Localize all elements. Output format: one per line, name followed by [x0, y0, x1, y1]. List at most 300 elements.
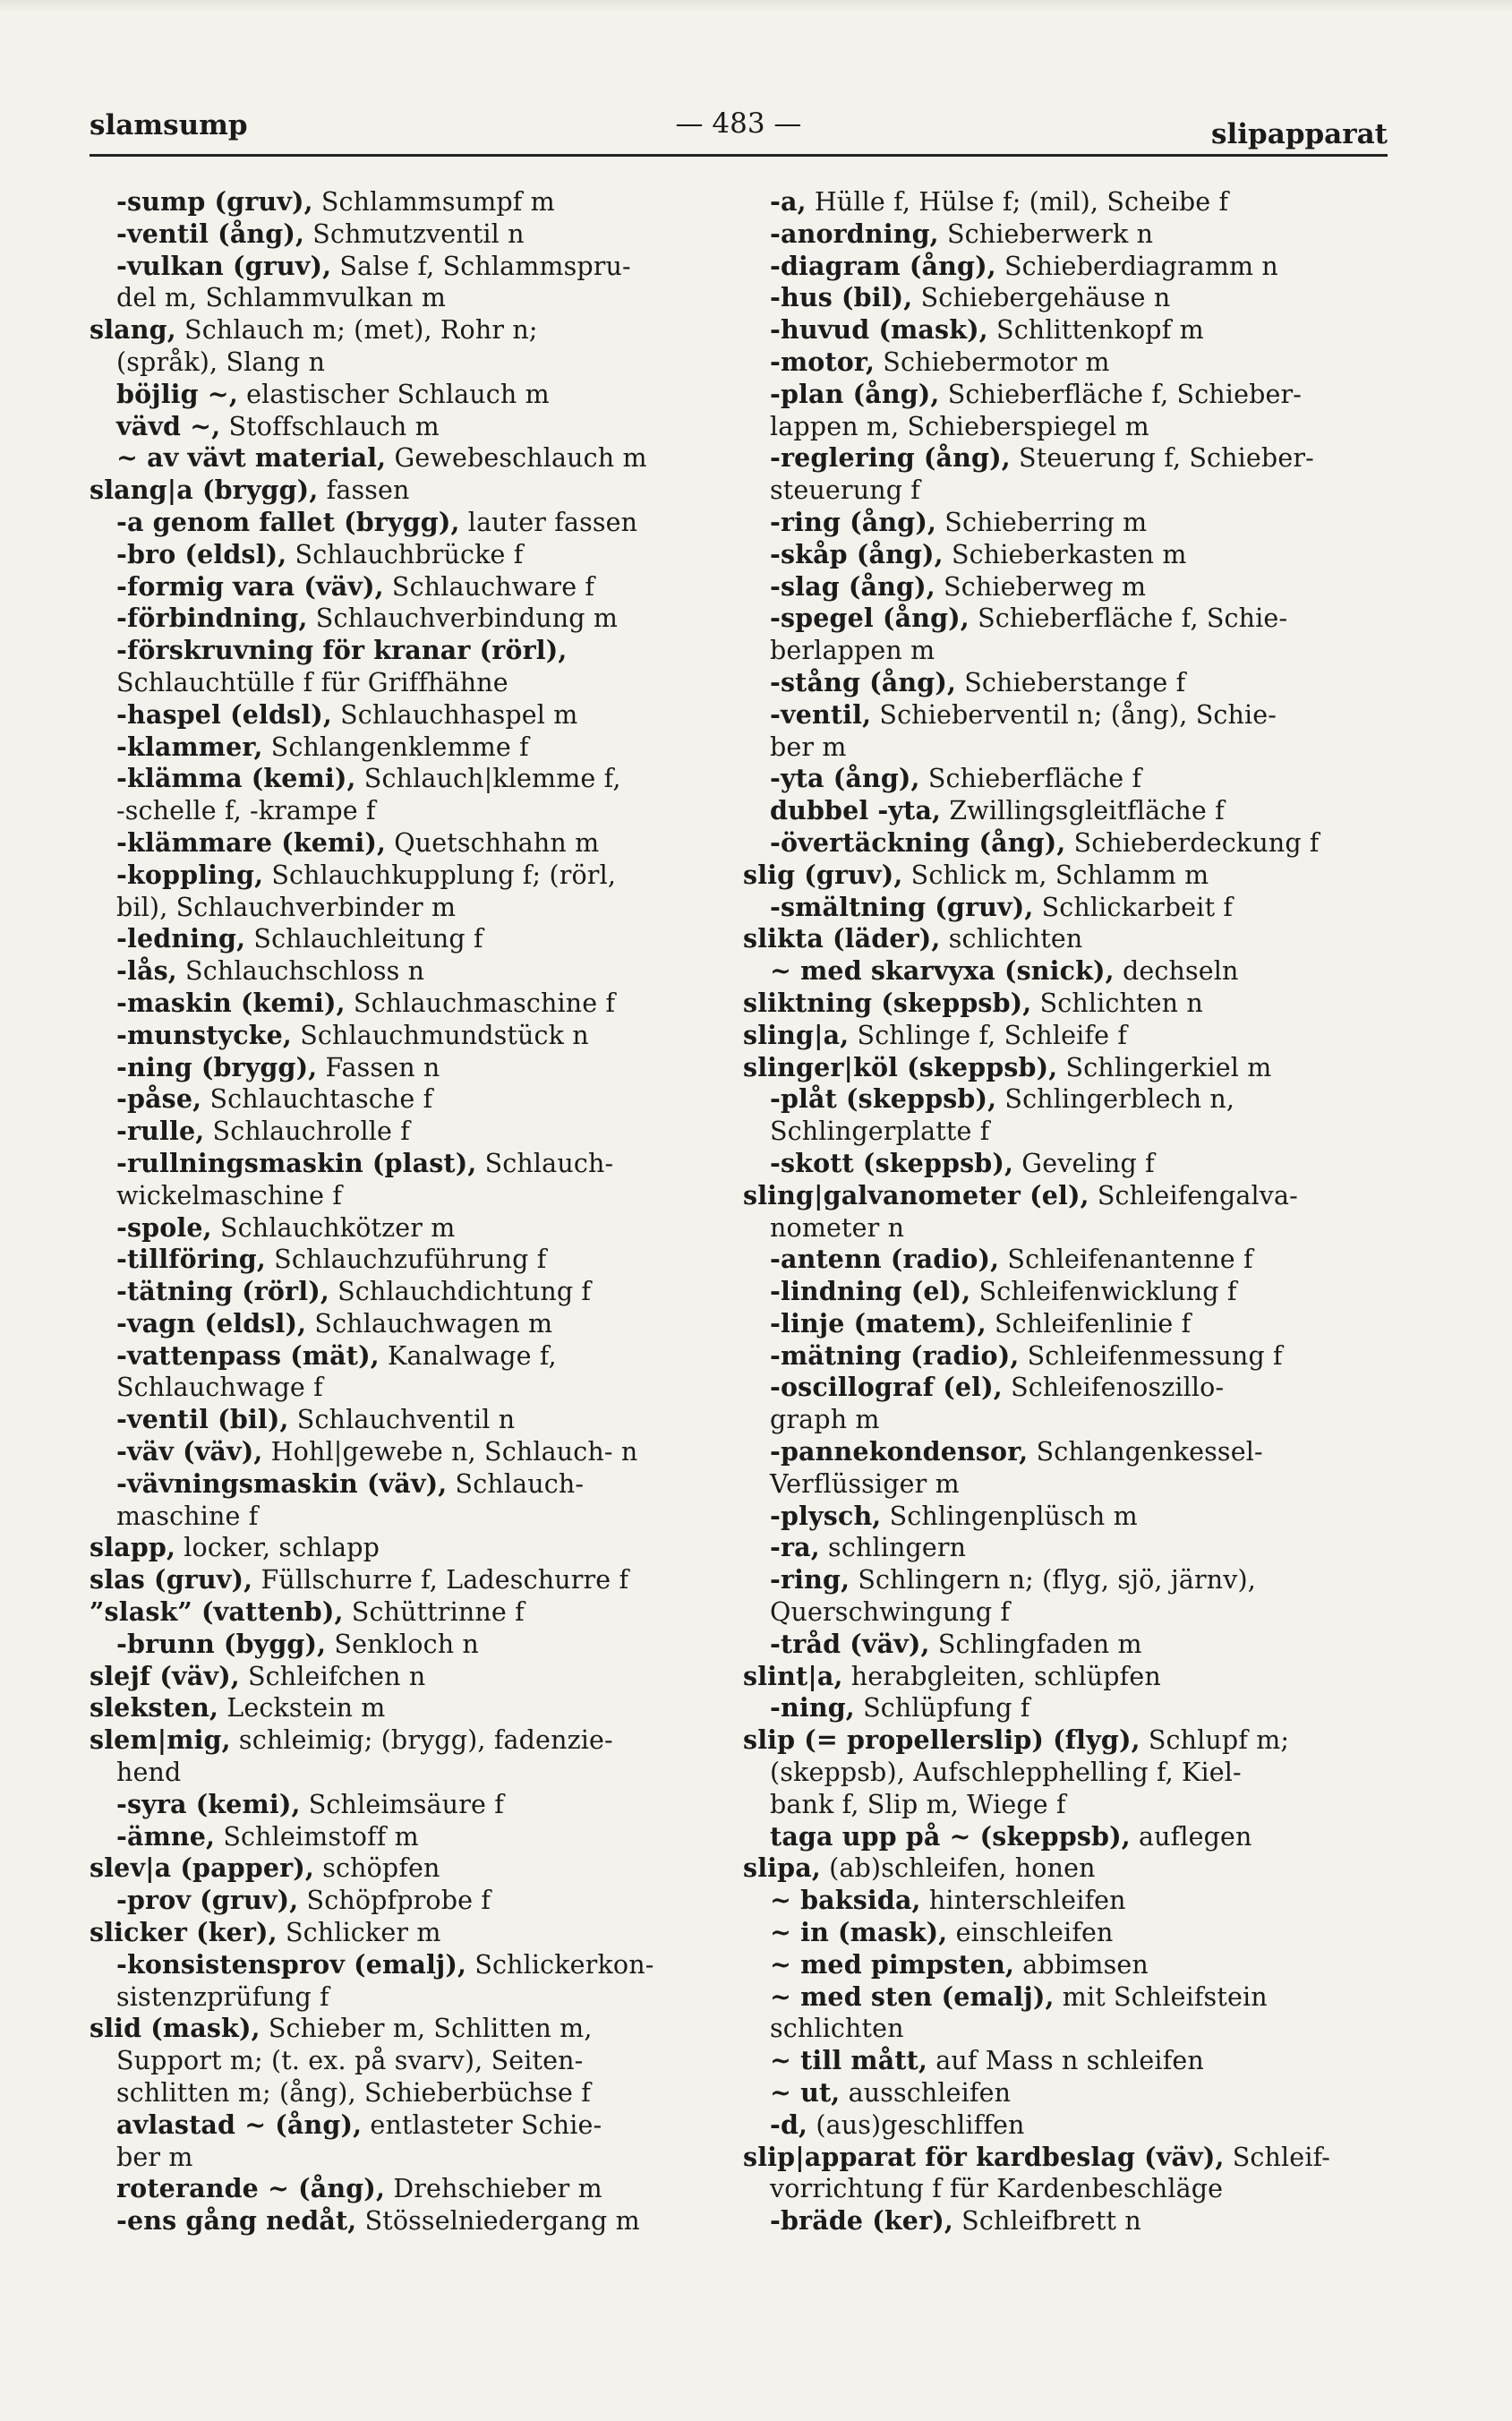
entry-headword: -spole, — [116, 1211, 212, 1243]
entry-headword: -ventil (bil), — [116, 1404, 289, 1435]
entry-translation: Schlauchwage f — [116, 1373, 323, 1403]
entry-headword: -mätning (radio), — [770, 1339, 1020, 1371]
entry-translation: Schlauchtülle f für Griffhähne — [116, 667, 508, 697]
dictionary-entry — [743, 2142, 1370, 2174]
dictionary-entry — [90, 1724, 716, 1757]
entry-translation: Fassen n — [317, 1052, 440, 1082]
entry-headword: slikta (läder), — [743, 923, 941, 954]
entry-translation: Schlauchmaschine f — [345, 988, 616, 1018]
entry-translation: Schiebermotor m — [875, 346, 1110, 377]
entry-translation: Schiebergehäuse n — [912, 283, 1171, 313]
entry-translation: schleimig; (brygg), fadenzie- — [230, 1725, 613, 1756]
entry-headword: -klammer, — [116, 731, 263, 762]
entry-translation: sistenzprüfung f — [116, 1981, 329, 2012]
entry-translation: Füllschurre f, Ladeschurre f — [252, 1565, 629, 1595]
entry-translation: (aus)geschliffen — [807, 2109, 1025, 2140]
dictionary-entry — [743, 1757, 1370, 1789]
entry-translation: elastischer Schlauch m — [237, 379, 550, 409]
entry-translation: Stösselniedergang m — [356, 2206, 640, 2237]
entry-headword: -vävningsmaskin (väv), — [116, 1467, 448, 1499]
dictionary-entry — [743, 1052, 1370, 1084]
entry-translation: wickelmaschine f — [116, 1180, 343, 1210]
entry-translation: Drehschieber m — [385, 2174, 602, 2204]
dictionary-entry — [743, 1180, 1370, 1212]
entry-translation: Support m; (t. ex. på svarv), Seiten- — [116, 2046, 584, 2076]
dictionary-entry — [743, 1821, 1370, 1853]
dictionary-entry — [90, 955, 716, 988]
dictionary-entry — [743, 1340, 1370, 1373]
dictionary-entry — [743, 442, 1370, 475]
dictionary-entry — [90, 1180, 716, 1212]
dictionary-entry — [90, 1340, 716, 1373]
dictionary-entry — [90, 411, 716, 443]
entry-headword: -anordning, — [770, 218, 939, 249]
entry-headword: -ledning, — [116, 923, 246, 954]
entry-headword: -hus (bil), — [770, 282, 913, 313]
entry-headword: -stång (ång), — [770, 666, 957, 697]
entry-translation: Leckstein m — [218, 1693, 386, 1724]
entry-translation: Schlauchrolle f — [204, 1116, 410, 1147]
dictionary-entry — [90, 827, 716, 860]
dictionary-entry — [743, 892, 1370, 924]
entry-headword: -ämne, — [116, 1820, 216, 1852]
entry-translation: Kanalwage f, — [379, 1340, 557, 1371]
entry-headword: -antenn (radio), — [770, 1244, 1000, 1275]
dictionary-entry — [743, 1116, 1370, 1148]
dictionary-entry — [743, 1468, 1370, 1501]
entry-translation: Schieberstange f — [956, 667, 1186, 697]
dictionary-entry — [743, 1917, 1370, 1949]
dictionary-entry — [743, 1532, 1370, 1564]
entry-translation: dechseln — [1114, 956, 1239, 987]
entry-translation: Gewebeschlauch m — [386, 443, 647, 474]
entry-headword: -plysch, — [770, 1500, 882, 1531]
entry-translation: Schleifenmessung f — [1019, 1340, 1283, 1371]
entry-translation: Schleimsäure f — [300, 1789, 504, 1819]
entry-translation: fassen — [318, 475, 410, 506]
dictionary-entry — [743, 411, 1370, 443]
dictionary-entry — [90, 282, 716, 314]
entry-translation: Schleif- — [1224, 2142, 1331, 2172]
dictionary-entry — [90, 186, 716, 218]
dictionary-entry — [743, 2205, 1370, 2237]
dictionary-entry — [743, 2045, 1370, 2077]
entry-translation: Schlauchmundstück n — [292, 1020, 589, 1050]
dictionary-entry — [90, 251, 716, 283]
entry-headword: slang|a (brygg), — [90, 475, 319, 506]
entry-translation: herabgleiten, schlüpfen — [842, 1661, 1161, 1691]
entry-headword: sling|a, — [743, 1019, 850, 1050]
entry-headword: slem|mig, — [90, 1724, 231, 1756]
dictionary-entry — [743, 2077, 1370, 2109]
entry-translation: Schlangenklemme f — [262, 731, 529, 762]
dictionary-entry — [743, 1949, 1370, 1981]
dictionary-entry — [743, 1020, 1370, 1052]
entry-translation: Schieberfläche f, Schie- — [969, 603, 1288, 634]
header-right-guideword: slipapparat — [1211, 118, 1388, 150]
dictionary-entry — [743, 1692, 1370, 1724]
page-number: — 483 — — [675, 107, 802, 140]
entry-translation: Geveling f — [1013, 1148, 1155, 1178]
entry-headword: -konsistensprov (emalj), — [116, 1948, 467, 1980]
entry-translation: Schlauchdichtung f — [329, 1277, 592, 1307]
entry-translation: Schlauch- — [447, 1468, 585, 1499]
entry-translation: Schieberventil n; (ång), Schie- — [871, 699, 1277, 730]
dictionary-entry — [743, 1404, 1370, 1436]
entry-translation: auflegen — [1130, 1821, 1252, 1852]
dictionary-entry — [743, 763, 1370, 795]
entry-translation: Schleifchen n — [239, 1661, 426, 1691]
entry-headword: slas (gruv), — [90, 1564, 253, 1595]
entry-headword: -ning, — [770, 1692, 855, 1724]
entry-translation: Schlangenkessel- — [1028, 1437, 1263, 1467]
entry-headword: ~ av vävt material, — [116, 442, 387, 474]
entry-headword: slig (gruv), — [743, 859, 903, 890]
entry-headword: -koppling, — [116, 859, 264, 890]
dictionary-entry — [90, 1564, 716, 1596]
dictionary-entry — [743, 860, 1370, 892]
entry-translation: schöpfen — [314, 1853, 440, 1884]
entry-translation: Schleifenwicklung f — [970, 1277, 1237, 1307]
entry-headword: -ventil (ång), — [116, 218, 305, 249]
dictionary-entry — [90, 379, 716, 411]
entry-headword: -förbindning, — [116, 603, 308, 634]
dictionary-entry — [90, 218, 716, 251]
entry-headword: -syra (kemi), — [116, 1788, 301, 1819]
dictionary-entry — [90, 1436, 716, 1468]
entry-headword: -påse, — [116, 1083, 202, 1115]
dictionary-entry — [743, 251, 1370, 283]
entry-translation: Schlüpfung f — [854, 1693, 1030, 1724]
dictionary-entry — [90, 763, 716, 795]
entry-headword: -reglering (ång), — [770, 442, 1011, 474]
entry-headword: -ring (ång), — [770, 506, 937, 537]
dictionary-entry — [743, 1852, 1370, 1885]
dictionary-entry — [743, 1596, 1370, 1629]
entry-headword: ~ baksida, — [770, 1885, 921, 1916]
entry-headword: sliktning (skeppsb), — [743, 987, 1032, 1018]
entry-headword: slev|a (papper), — [90, 1852, 315, 1884]
dictionary-entry — [743, 827, 1370, 860]
entry-headword: -tillföring, — [116, 1244, 266, 1275]
entry-headword: -bro (eldsl), — [116, 538, 287, 569]
dictionary-entry — [90, 314, 716, 346]
entry-translation: Hülle f, Hülse f; (mil), Scheibe f — [806, 187, 1229, 217]
dictionary-entry — [743, 1148, 1370, 1180]
entry-translation: Schieberdeckung f — [1065, 827, 1320, 858]
entry-translation: Schlauch m; (met), Rohr n; — [175, 315, 538, 346]
entry-headword: -klämmare (kemi), — [116, 826, 387, 858]
scan-edge — [0, 0, 1512, 13]
dictionary-entry — [90, 1052, 716, 1084]
entry-translation: Stoffschlauch m — [220, 411, 440, 441]
dictionary-entry — [743, 667, 1370, 699]
dictionary-entry — [90, 1083, 716, 1116]
entry-translation: Schöpfprobe f — [298, 1886, 491, 1916]
dictionary-entry — [90, 1501, 716, 1533]
entry-translation: Verflüssiger m — [770, 1468, 960, 1499]
dictionary-entry — [743, 635, 1370, 667]
entry-translation: Schlauchtasche f — [201, 1084, 433, 1115]
entry-translation: ber m — [770, 731, 847, 762]
entry-headword: vävd ~, — [116, 410, 221, 441]
entry-translation: del m, Schlammvulkan m — [116, 283, 446, 313]
entry-headword: roterande ~ (ång), — [116, 2173, 386, 2204]
entry-translation: Salse f, Schlammspru- — [331, 251, 631, 281]
entry-translation: hend — [116, 1758, 182, 1788]
entry-translation: locker, schlapp — [175, 1533, 380, 1563]
dictionary-entry — [743, 1083, 1370, 1116]
dictionary-entry — [743, 539, 1370, 571]
dictionary-entry — [90, 731, 716, 764]
dictionary-entry — [743, 1244, 1370, 1276]
entry-headword: -a, — [770, 186, 807, 217]
entry-translation: Schlauchverbindung m — [307, 603, 619, 634]
entry-translation: Schlauchbrücke f — [286, 539, 524, 569]
entry-headword: -ning (brygg), — [116, 1051, 318, 1082]
dictionary-entry — [90, 1596, 716, 1629]
dictionary-entry — [90, 635, 716, 667]
entry-headword: -rullningsmaskin (plast), — [116, 1147, 477, 1178]
entry-translation: Schleimstoff m — [215, 1821, 419, 1852]
dictionary-entry — [90, 1629, 716, 1661]
entry-translation: lappen m, Schieberspiegel m — [770, 411, 1149, 441]
entry-headword: slapp, — [90, 1532, 176, 1563]
entry-translation: Schlauchhaspel m — [331, 699, 578, 730]
dictionary-entry — [90, 1212, 716, 1245]
entry-translation: Schieberkasten m — [943, 539, 1187, 569]
entry-headword: dubbel -yta, — [770, 795, 942, 826]
dictionary-entry — [743, 1308, 1370, 1340]
dictionary-entry — [90, 2173, 716, 2205]
entry-headword: -vattenpass (mät), — [116, 1339, 380, 1371]
entry-translation: Schlauchkötzer m — [211, 1212, 456, 1243]
dictionary-entry — [743, 475, 1370, 507]
entry-headword: sling|galvanometer (el), — [743, 1179, 1089, 1210]
dictionary-entry — [90, 988, 716, 1020]
header-left-guideword: slamsump — [90, 109, 248, 141]
dictionary-entry — [743, 218, 1370, 251]
entry-headword: slang, — [90, 314, 176, 346]
dictionary-entry — [743, 795, 1370, 827]
dictionary-entry — [743, 2013, 1370, 2045]
page-header — [90, 106, 1388, 159]
entry-headword: -munstycke, — [116, 1019, 293, 1050]
entry-translation: Schlick m, Schlamm m — [902, 860, 1209, 890]
dictionary-entry — [90, 1821, 716, 1853]
dictionary-entry — [90, 2205, 716, 2237]
entry-headword: -vagn (eldsl), — [116, 1307, 307, 1339]
entry-translation: Schlingerblech n, — [996, 1084, 1235, 1115]
entry-translation: Schlichten n — [1031, 988, 1203, 1018]
entry-translation: schlichten — [770, 2014, 904, 2044]
entry-headword: ~ med pimpsten, — [770, 1948, 1015, 1980]
dictionary-entry — [90, 1532, 716, 1564]
entry-translation: Schleifengalva- — [1089, 1180, 1298, 1210]
entry-headword: -oscillograf (el), — [770, 1372, 1003, 1403]
entry-translation: Steuerung f, Schieber- — [1010, 443, 1314, 474]
dictionary-entry — [90, 603, 716, 635]
entry-headword: -spegel (ång), — [770, 603, 970, 634]
entry-translation: Schmutzventil n — [304, 218, 525, 249]
entry-translation: entlasteter Schie- — [362, 2109, 602, 2140]
entry-translation: Schlinge f, Schleife f — [849, 1020, 1128, 1050]
dictionary-entry — [743, 1661, 1370, 1693]
dictionary-entry — [743, 379, 1370, 411]
entry-translation: berlappen m — [770, 636, 935, 666]
entry-headword: -tråd (väv), — [770, 1628, 930, 1659]
entry-headword: -diagram (ång), — [770, 250, 996, 281]
entry-headword: -a genom fallet (brygg), — [116, 506, 460, 537]
entry-translation: Schlammsumpf m — [312, 187, 555, 217]
entry-translation: Schlingerplatte f — [770, 1116, 990, 1147]
entry-headword: -sump (gruv), — [116, 186, 313, 217]
entry-translation: Schieberdiagramm n — [995, 251, 1278, 281]
dictionary-entry — [90, 1949, 716, 1981]
entry-headword: -huvud (mask), — [770, 314, 988, 346]
dictionary-entry — [90, 1468, 716, 1501]
entry-translation: Schlingerkiel m — [1057, 1052, 1272, 1082]
entry-translation: -schelle f, -krampe f — [116, 796, 376, 826]
entry-headword: -plåt (skeppsb), — [770, 1083, 997, 1115]
dictionary-entry — [743, 1789, 1370, 1821]
dictionary-entry — [90, 860, 716, 892]
entry-translation: Hohl|gewebe n, Schlauch- n — [262, 1437, 638, 1467]
entry-translation: schlingern — [819, 1533, 967, 1563]
dictionary-entry — [743, 1981, 1370, 2014]
dictionary-entry — [90, 1757, 716, 1789]
dictionary-entry — [90, 892, 716, 924]
entry-headword: -ens gång nedåt, — [116, 2205, 357, 2237]
entry-headword: -linje (matem), — [770, 1307, 987, 1339]
dictionary-entry — [743, 731, 1370, 764]
dictionary-entry — [743, 2173, 1370, 2205]
entry-headword: -d, — [770, 2109, 808, 2140]
dictionary-entry — [90, 507, 716, 539]
entry-headword: -brunn (bygg), — [116, 1628, 327, 1659]
dictionary-entry — [90, 1244, 716, 1276]
entry-headword: -vulkan (gruv), — [116, 250, 332, 281]
entry-translation: einschleifen — [947, 1918, 1114, 1948]
entry-headword: -smältning (gruv), — [770, 891, 1034, 922]
dictionary-entry — [90, 442, 716, 475]
entry-headword: slip (= propellerslip) (flyg), — [743, 1724, 1140, 1756]
entry-translation: schlitten m; (ång), Schieberbüchse f — [116, 2078, 591, 2109]
entry-translation: Zwillingsgleitfläche f — [941, 796, 1225, 826]
entry-translation: Schlingern n; (flyg, sjö, järnv), — [850, 1565, 1256, 1595]
entry-headword: -övertäckning (ång), — [770, 826, 1066, 858]
entry-translation: Schlingenplüsch m — [881, 1501, 1138, 1531]
dictionary-entry — [743, 507, 1370, 539]
entry-headword: -haspel (eldsl), — [116, 698, 332, 730]
dictionary-entry — [743, 1372, 1370, 1404]
entry-headword: -skåp (ång), — [770, 538, 944, 569]
entry-translation: Schieberring m — [936, 507, 1148, 537]
entry-translation: steuerung f — [770, 475, 921, 506]
entry-translation: Schieberfläche f — [919, 764, 1142, 794]
dictionary-entry — [90, 1981, 716, 2014]
dictionary-entry — [90, 1852, 716, 1885]
entry-translation: auf Mass n schleifen — [927, 2046, 1204, 2076]
dictionary-entry — [743, 346, 1370, 379]
entry-translation: (skeppsb), Aufschlepphelling f, Kiel- — [770, 1758, 1242, 1788]
entry-headword: slint|a, — [743, 1660, 843, 1691]
entry-translation: Schlingfaden m — [929, 1629, 1142, 1659]
dictionary-entry — [90, 1308, 716, 1340]
dictionary-entry — [90, 795, 716, 827]
dictionary-entry — [90, 1917, 716, 1949]
entry-translation: Schlauchkupplung f; (rörl, — [263, 860, 617, 890]
entry-headword: -ring, — [770, 1564, 850, 1595]
entry-headword: slipa, — [743, 1852, 821, 1884]
entry-translation: Schleifenoszillo- — [1002, 1373, 1225, 1403]
entry-headword: -ra, — [770, 1532, 820, 1563]
entry-translation: ber m — [116, 2142, 193, 2172]
dictionary-entry — [743, 603, 1370, 635]
entry-translation: Schlicker m — [277, 1918, 441, 1948]
entry-translation: Schüttrinne f — [343, 1597, 525, 1628]
dictionary-entry — [90, 539, 716, 571]
entry-translation: hinterschleifen — [920, 1886, 1126, 1916]
entry-translation: Schlauchware f — [383, 571, 595, 602]
entry-translation: maschine f — [116, 1501, 259, 1531]
entry-translation: Schlauch|klemme f, — [355, 764, 621, 794]
entry-translation: vorrichtung f für Kardenbeschläge — [770, 2174, 1224, 2204]
entry-translation: Schieberfläche f, Schieber- — [939, 379, 1303, 409]
entry-headword: taga upp på ~ (skeppsb), — [770, 1820, 1131, 1852]
dictionary-entry — [90, 571, 716, 603]
dictionary-entry — [90, 1692, 716, 1724]
entry-headword: -pannekondensor, — [770, 1436, 1029, 1467]
dictionary-entry — [90, 1276, 716, 1308]
dictionary-entry — [90, 923, 716, 955]
dictionary-entry — [90, 667, 716, 699]
dictionary-entry — [743, 1564, 1370, 1596]
entry-translation: Schlupf m; — [1140, 1725, 1290, 1756]
dictionary-entry — [743, 1724, 1370, 1757]
entry-headword: -motor, — [770, 346, 876, 377]
entry-translation: graph m — [770, 1405, 880, 1435]
entry-headword: -formig vara (väv), — [116, 570, 384, 602]
dictionary-entry — [90, 2109, 716, 2142]
entry-translation: Schlauchventil n — [288, 1405, 516, 1435]
entry-headword: -slag (ång), — [770, 570, 935, 602]
dictionary-entry — [743, 923, 1370, 955]
dictionary-entry — [743, 186, 1370, 218]
entry-translation: Schlauch- — [476, 1148, 614, 1178]
entry-headword: -klämma (kemi), — [116, 763, 356, 794]
entry-headword: slicker (ker), — [90, 1917, 278, 1948]
entry-headword: -skott (skeppsb), — [770, 1147, 1014, 1178]
entry-translation: Schieberwerk n — [938, 218, 1154, 249]
dictionary-entry — [90, 475, 716, 507]
dictionary-entry — [743, 1212, 1370, 1245]
entry-headword: -rulle, — [116, 1116, 205, 1147]
dictionary-entry — [90, 1148, 716, 1180]
entry-translation: Schleifbrett n — [952, 2206, 1141, 2237]
entry-headword: ~ in (mask), — [770, 1917, 948, 1948]
entry-translation: lauter fassen — [459, 507, 638, 537]
dictionary-entry — [743, 988, 1370, 1020]
left-column — [90, 186, 716, 2246]
dictionary-entry — [743, 2109, 1370, 2142]
entry-headword: -bräde (ker), — [770, 2205, 953, 2237]
right-column — [743, 186, 1370, 2246]
entry-headword: -ventil, — [770, 698, 872, 730]
dictionary-entry — [90, 1372, 716, 1404]
dictionary-entry — [90, 1661, 716, 1693]
entry-headword: -förskruvning för kranar (rörl), — [116, 635, 568, 666]
